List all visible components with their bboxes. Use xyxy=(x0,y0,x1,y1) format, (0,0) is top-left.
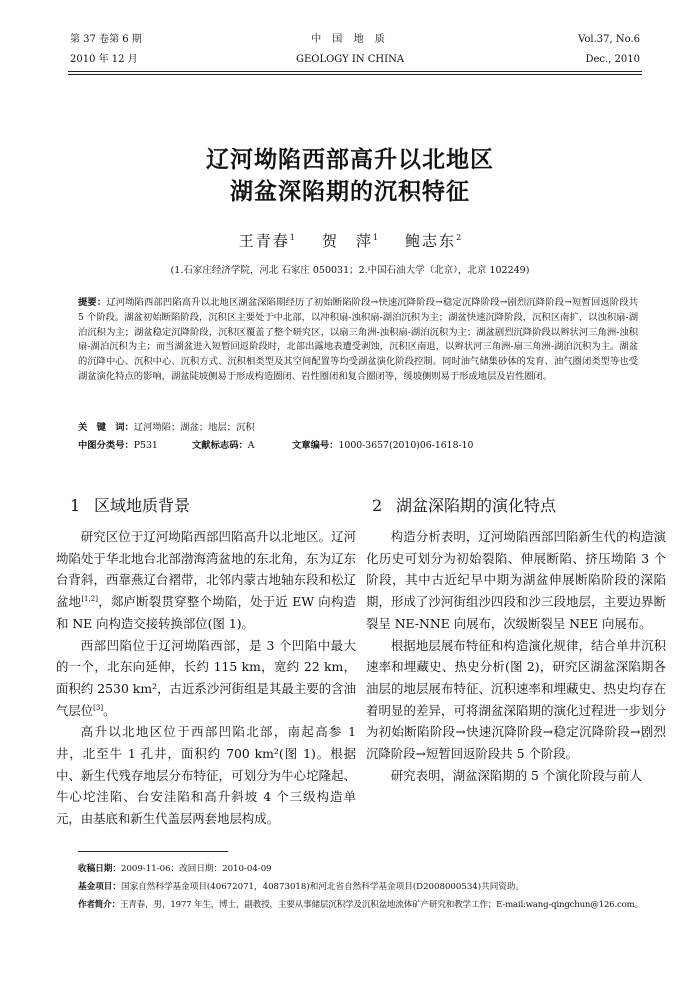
article-title-line-2: 湖盆深陷期的沉积特征 xyxy=(230,179,470,205)
document-code: 文献标志码：A xyxy=(192,440,255,451)
author-affil-mark: 1 xyxy=(372,233,379,242)
article-number: 文章编号：1000-3657(2010)06-1618-10 xyxy=(292,440,474,451)
author-name: 鲍志东 xyxy=(405,232,457,250)
abstract-text: 辽河坳陷西部凹陷高升以北地区湖盆深陷期经历了初始断陷阶段→快速沉降阶段→稳定沉降阶段→剧烈沉降阶段→短暂回返阶段共 5 个阶段。湖盆初始断陷阶段，沉积区主要处于中北部，以冲积扇-浊积扇-湖泊沉积为主；湖盆快速沉降阶段，沉积区南扩，以浊积扇-湖泊沉积为主；湖盆稳定沉降阶段，沉积区覆盖了整个研究区，以扇三角洲-浊积扇-湖泊沉积为主；湖盆剧烈沉降阶段以辫状河三角洲-浊积扇-湖泊沉积为主；而当湖盆进入短暂回返阶段时，北部出露地表遭受剥蚀，沉积区南退，以辫状河三角洲-扇三角洲-湖泊沉积为主。湖盆的沉降中心、沉积中心、沉积方式、沉积相类型及其空间配置等均受湖盆演化阶段控制。同时油气储集砂体的发育、油气圈闭类型等也受湖盆演化特点的影响，湖盆陡坡侧易于形成构造圈闭、岩性圈闭和复合圈闭等，缓坡侧则易于形成地层及岩性圈闭。 xyxy=(78,297,638,382)
paragraph: 研究区位于辽河坳陷西部凹陷高升以北地区。辽河坳陷处于华北地台北部渤海湾盆地的东北角，东为辽东台背斜，西靠燕辽台褶带，北邻内蒙古地轴东段和松辽盆地[1,2]，郯庐断裂贯穿整个坳陷，处于近 EW 向构造和 NE 向构造交接转换部位(图 1)。 xyxy=(56,529,356,631)
article-title-line-1: 辽河坳陷西部高升以北地区 xyxy=(206,147,494,173)
section-2-heading xyxy=(372,496,556,516)
footnote-rule xyxy=(78,851,228,852)
section-number: 2 xyxy=(372,496,383,515)
keywords xyxy=(78,421,638,435)
keywords-label: 关 键 词： xyxy=(78,422,134,433)
paragraph: 高升以北地区位于西部凹陷北部，南起高参 1 井，北至牛 1 孔井，面积约 700 km²(图 1)。根据中、新生代残存地层分布特征，可划分为牛心坨隆起、牛心坨洼陷、台安洼陷和高升斜坡 4 个三级构造单元，由基底和新生代盖层两套地层构成。 xyxy=(56,724,356,827)
footnote-funding: 基金项目：国家自然科学基金项目(40672071，40873018)和河北省自然科学基金项目(D2008000534)共同资助。 xyxy=(78,882,525,892)
section-2-body xyxy=(366,526,666,786)
paragraph: 研究表明，湖盆深陷期的 5 个演化阶段与前人 xyxy=(390,767,642,783)
header-date-cn: 2010 年 12 月 xyxy=(70,54,138,65)
section-title: 湖盆深陷期的演化特点 xyxy=(396,496,557,515)
author-affil-mark: 1 xyxy=(289,233,295,242)
section-1-heading xyxy=(70,496,190,516)
citation: [1,2] xyxy=(81,594,98,603)
header-journal-en: GEOLOGY IN CHINA xyxy=(295,54,405,65)
author-affil-mark: 2 xyxy=(456,233,462,242)
paragraph: 构造分析表明，辽河坳陷西部凹陷新生代的构造演化历史可划分为初始裂陷、伸展断陷、挤压坳陷 3 个阶段，其中古近纪早中期为湖盆伸展断陷阶段的深陷期，形成了沙河街组沙四段和沙三段地层，主要边界断裂呈 NE-NNE 向展布，次级断裂呈 NEE 向展布。 xyxy=(366,529,666,631)
author-name: 王青春 xyxy=(238,232,290,250)
author-affiliation: (1.石家庄经济学院，河北 石家庄 050031；2.中国石油大学（北京），北京 102249) xyxy=(170,265,530,276)
section-1-body xyxy=(56,526,356,830)
header-date-en: Dec., 2010 xyxy=(585,54,640,65)
clc-number: 中图分类号：P531 xyxy=(78,440,158,451)
paragraph: 西部凹陷位于辽河坳陷西部，是 3 个凹陷中最大的一个，北东向延伸，长约 115 km，宽约 22 km，面积约 2530 km²，古近系沙河街组是其最主要的含油气层位[3]。 xyxy=(56,637,356,718)
keywords-text: 辽河坳陷；湖盆；地层；沉积 xyxy=(133,422,255,433)
section-number: 1 xyxy=(70,496,81,515)
author-name: 贺 萍 xyxy=(321,232,373,250)
header-volume-issue-cn: 第 37 卷第 6 期 xyxy=(70,34,142,45)
citation: [3] xyxy=(93,703,104,712)
header-rule-thin xyxy=(68,74,642,75)
abstract-label: 提要： xyxy=(78,297,107,308)
header-rule xyxy=(68,71,642,72)
header-volume-issue-en: Vol.37, No.6 xyxy=(578,34,640,45)
section-title: 区域地质背景 xyxy=(94,496,191,515)
footnote-author-bio: 作者简介：王青春，男，1977 年生，博士，副教授，主要从事储层沉积学及沉积盆地流体矿产研究和教学工作；E-mail:wang-qingchun@126.com。 xyxy=(78,900,643,910)
footnote-received: 收稿日期：2009-11-06；改回日期：2010-04-09 xyxy=(78,864,272,874)
paragraph: 根据地层展布特征和构造演化规律，结合单井沉积速率和埋藏史、热史分析(图 2)，研究区湖盆深陷期各油层的地层展布特征、沉积速率和埋藏史、热史均存在着明显的差异，可将湖盆深陷期的演化过程进一步划分为初始断陷阶段→快速沉降阶段→稳定沉降阶段→剧烈沉降阶段→短暂回返阶段共 5 个阶段。 xyxy=(366,637,666,762)
author-list xyxy=(0,230,700,251)
abstract xyxy=(78,296,638,385)
header-journal-cn: 中 国 地 质 xyxy=(311,34,389,45)
